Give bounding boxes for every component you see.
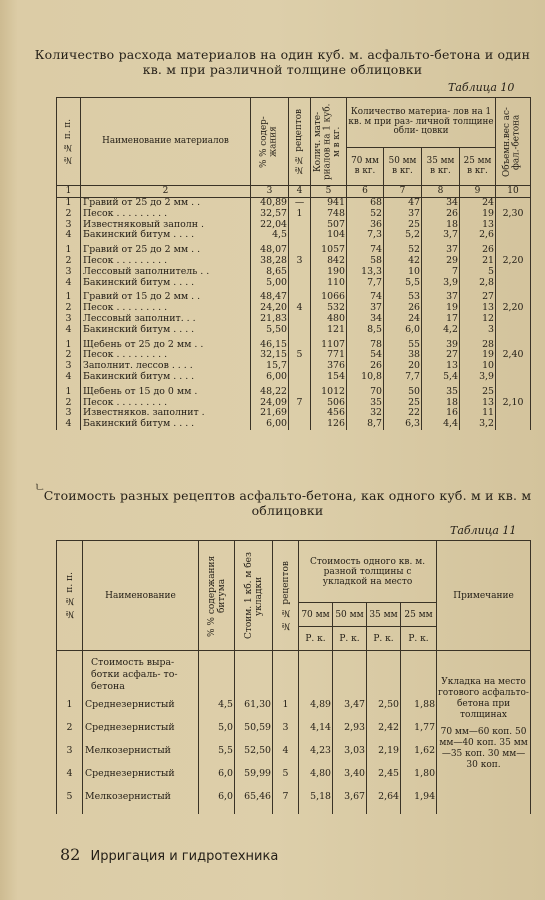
table10-title-line2: кв. м при различной толщине облицовки [142, 62, 423, 77]
table11-c50-cell: 3,67 [344, 791, 365, 802]
table10-c25-cell: 19 [482, 349, 494, 361]
table10-c70-cell: 58 [370, 254, 382, 266]
table10-no-cell: 4 [65, 370, 72, 382]
table10-pct-cell: 48,47 [260, 292, 287, 303]
table10-qty-cell: 121 [327, 323, 345, 335]
table11-name-cell: Среднезернистый [85, 699, 175, 710]
table10-no-cell: 1 [65, 386, 72, 397]
table10-qty-cell: 480 [327, 312, 345, 324]
table10-c70-cell: 7,7 [367, 276, 382, 288]
margin-mark-icon: ㄴ [34, 480, 46, 494]
table10-body [57, 198, 531, 430]
table10-group [57, 292, 531, 335]
table10-c25-cell: 5 [488, 265, 494, 277]
table10-c25-cell: 3,2 [479, 418, 494, 430]
table11-no-cell: 5 [66, 791, 73, 802]
table10-c35-cell: 19 [446, 302, 458, 314]
table11-c50-cell: 3,03 [344, 745, 365, 756]
table10-recipe-number: 5 [296, 349, 303, 361]
table10-recipe-number: 7 [296, 396, 303, 408]
table10-volume-weight: 2,20 [502, 254, 524, 266]
table11-c35-cell: 2,45 [378, 768, 399, 779]
table11-cost-cell: 65,46 [244, 791, 271, 802]
table11-c35-cell: 2,19 [378, 745, 399, 756]
table11-body [57, 651, 531, 815]
table10-header-volume: Объемн.вес ас- фал.-бетона [496, 98, 531, 186]
table10-recipe-number: 4 [296, 302, 303, 314]
table10-c50-cell: 47 [408, 197, 420, 208]
table11-name-cell: Среднезернистый [85, 768, 175, 779]
table11-header-35: 35 мм [367, 603, 401, 627]
table10-c50-cell: 20 [408, 360, 420, 372]
table10-c50-cell: 24 [408, 312, 420, 324]
page-number: 82 [60, 845, 81, 864]
table10-no-cell: 2 [65, 396, 72, 408]
table10-pct-cell: 32,57 [260, 207, 287, 219]
table10-header-70: 70 мм в кг. [347, 148, 384, 186]
table10-c35-cell: 3,7 [443, 229, 458, 241]
table10-c50-cell: 6,3 [405, 418, 420, 430]
table10-c35-cell: 37 [446, 245, 458, 256]
table10-c70-cell: 8,5 [367, 323, 382, 335]
table10-no-cell: 4 [65, 229, 72, 241]
table10-c50-cell: 5,5 [405, 276, 420, 288]
table10-c50-cell: 6,0 [405, 323, 420, 335]
table10-names-cell: Песок . . . . . . . . . [83, 254, 168, 266]
table10-recipe-number: 3 [296, 254, 303, 266]
table10-names-cell: Известняков. заполнит . [83, 407, 205, 419]
table10-header-group: Количество материа- лов на 1 кв. м при раз- личной толщине обли- цовки [347, 98, 496, 148]
table10-names-cell: Песок . . . . . . . . . [83, 302, 168, 314]
table10-c35-cell: 18 [446, 396, 458, 408]
table11-title-line2: облицовки [251, 503, 324, 518]
table10-qty-cell: 507 [327, 218, 345, 230]
table11-rec-cell: 5 [282, 768, 289, 779]
table10-pct-cell: 48,07 [260, 245, 287, 256]
table10-c35-cell: 27 [446, 349, 458, 361]
table11-header-name: Наименование [83, 541, 199, 651]
table10-c35-cell: 29 [446, 254, 458, 266]
table10-qty-cell: 1066 [321, 292, 345, 303]
table11-cost-cell: 50,59 [244, 722, 271, 733]
table10-qty-cell: 376 [327, 360, 345, 372]
table10-names-cell: Гравий от 25 до 2 мм . . [83, 245, 201, 256]
table11-c70-cell: 4,14 [310, 722, 331, 733]
table10-names-cell: Песок . . . . . . . . . [83, 207, 168, 219]
table10-pct-cell: 22,04 [260, 218, 287, 230]
table10-c25-cell: 3,9 [479, 370, 494, 382]
table11-note [437, 651, 531, 815]
table10-names-cell: Бакинский битум . . . . [83, 323, 195, 335]
table10-volume-weight: 2,30 [502, 207, 524, 219]
table11 [56, 540, 531, 814]
table10-header-qty: Колич. мате- риалов на 1 куб. м в кг. [311, 98, 347, 186]
table11-c70-cell: 4,80 [310, 768, 331, 779]
table10-c70-cell: 32 [370, 407, 382, 419]
table10-c50-cell: 42 [408, 254, 420, 266]
table11-header-25: 25 мм [401, 603, 437, 627]
table10-pct-cell: 8,65 [266, 265, 287, 277]
table10-c50-cell: 50 [408, 386, 420, 397]
table11-c50-cell: 3,40 [344, 768, 365, 779]
table10-c35-cell: 35 [446, 386, 458, 397]
table10-names-cell: Лессовый заполнит. . . [83, 312, 196, 324]
table11-no-cell: 3 [66, 745, 73, 756]
table10-c25-cell: 21 [482, 254, 494, 266]
table10-no-cell: 4 [65, 418, 72, 430]
table11-cost-cell: 61,30 [244, 699, 271, 710]
table10-c35-cell: 39 [446, 339, 458, 350]
table10-names-cell: Заполнит. лессов . . . . [83, 360, 193, 372]
table11-header-cost: Стоим. 1 кб. м без укладки [235, 541, 273, 651]
table10-pct-cell: 6,00 [266, 418, 287, 430]
table10-c70-cell: 37 [370, 302, 382, 314]
table11-pct-cell: 6,0 [218, 768, 233, 779]
table10-c25-cell: 24 [482, 197, 494, 208]
table10-pct-cell: 15,7 [266, 360, 287, 372]
table10-pct-cell: 38,28 [260, 254, 287, 266]
table10-volume-weight: 2,20 [502, 302, 524, 314]
table10-names-cell: Бакинский битум . . . . [83, 418, 195, 430]
table10-c70-cell: 68 [370, 197, 382, 208]
table10-c25-cell: 13 [482, 302, 494, 314]
table10-c35-cell: 5,4 [443, 370, 458, 382]
table10-c50-cell: 52 [408, 245, 420, 256]
table10-qty-cell: 104 [327, 229, 345, 241]
table10-pct-cell: 21,69 [260, 407, 287, 419]
table10-c70-cell: 10,8 [361, 370, 382, 382]
table10-names-cell: Известняковый заполн . [83, 218, 204, 230]
table10-qty-cell: 1012 [321, 386, 345, 397]
table10-c25-cell: 19 [482, 207, 494, 219]
table10-no-cell: 2 [65, 349, 72, 361]
table10-c70-cell: 54 [370, 349, 382, 361]
journal-name: Ирригация и гидротехника [90, 849, 279, 864]
table10-c35-cell: 34 [446, 197, 458, 208]
table11-no-cell: 4 [66, 768, 73, 779]
table10-pct-cell: 24,09 [260, 396, 287, 408]
table11-header-50: 50 мм [333, 603, 367, 627]
table10-c25-cell: 12 [482, 312, 494, 324]
table10-names-cell: Гравий от 25 до 2 мм . . [83, 197, 201, 208]
table11-unit-25: Р. к. [401, 627, 437, 651]
table11-c25-cell: 1,62 [414, 745, 436, 756]
table10-names-cell: Песок . . . . . . . . . [83, 349, 168, 361]
table10-c50-cell: 55 [408, 339, 420, 350]
table11-title-line1: Стоимость разных рецептов асфальто-бетона, как одного куб. м и кв. м [43, 488, 532, 503]
table10-pct-cell: 5,00 [266, 276, 287, 288]
table11-c70-cell: 4,89 [310, 699, 331, 710]
table10-title [30, 47, 535, 77]
table10-names-cell: Бакинский битум . . . . [83, 370, 195, 382]
table10-volume-weight: 2,10 [502, 396, 524, 408]
table10-names-cell: Бакинский битум . . . . [83, 229, 195, 241]
table10-c70-cell: 52 [370, 207, 382, 219]
table10-c25-cell: 2,8 [479, 276, 494, 288]
table10-names-cell: Лессовый заполнитель . . [83, 265, 210, 277]
table10-header-35: 35 мм в кг. [422, 148, 460, 186]
table10-pct-cell: 21,83 [260, 312, 287, 324]
table10-c25-cell: 3 [488, 323, 494, 335]
table11-rec-cell: 1 [282, 699, 289, 710]
table10-qty-cell: 506 [327, 396, 345, 408]
table11-name-cell: Мелкозернистый [85, 745, 171, 756]
table11-cost-cell: 52,50 [244, 745, 271, 756]
table10-names-cell: Щебень от 15 до 0 мм . [83, 386, 198, 397]
table10-no-cell: 2 [65, 207, 72, 219]
table10-no-cell: 2 [65, 254, 72, 266]
table10-c70-cell: 34 [370, 312, 382, 324]
table10-c50-cell: 53 [408, 292, 420, 303]
table10-pct-cell: 4,5 [272, 229, 287, 241]
table10-c50-cell: 26 [408, 302, 420, 314]
table10-group [57, 198, 531, 242]
table10-pct-cell: 40,89 [260, 197, 287, 208]
table10-qty-cell: 190 [327, 265, 345, 277]
table10-header-50: 50 мм в кг. [384, 148, 422, 186]
table10-recipe-dash: — [294, 197, 305, 208]
table10-no-cell: 3 [65, 312, 72, 324]
table10-qty-cell: 1057 [321, 245, 345, 256]
table10-c50-cell: 10 [408, 265, 420, 277]
table11-c25-cell: 1,88 [414, 699, 436, 710]
table10-group [57, 245, 531, 288]
table11-name-cell: Мелкозернистый [85, 791, 171, 802]
table10-pct-cell: 6,00 [266, 370, 287, 382]
table10-c70-cell: 74 [370, 245, 382, 256]
table10 [56, 97, 531, 430]
table11-header-pct: % % содержания битума [199, 541, 235, 651]
table10-group [57, 387, 531, 430]
table10-pct-cell: 48,22 [260, 386, 287, 397]
table10-c35-cell: 16 [446, 407, 458, 419]
table10-names-cell: Песок . . . . . . . . . [83, 396, 168, 408]
table10-c25-cell: 2,6 [479, 229, 494, 241]
table10-c35-cell: 4,2 [443, 323, 458, 335]
table11-note-text2: 70 мм—60 коп. 50 мм—40 коп. 35 мм—35 коп. 30 мм—30 коп. [439, 727, 528, 770]
table11-no-cell: 2 [66, 722, 73, 733]
table11-label: Таблица 11 [450, 524, 517, 537]
table11-c25-cell: 1,80 [414, 768, 436, 779]
table10-header-no: № № п. п. [57, 98, 81, 186]
table10-names-cell: Гравий от 15 до 2 мм . . [83, 292, 201, 303]
table11-c70-cell: 4,23 [310, 745, 331, 756]
table10-c25-cell: 10 [482, 360, 494, 372]
table10-c50-cell: 38 [408, 349, 420, 361]
table11-rec-cell: 4 [282, 745, 289, 756]
table10-c70-cell: 7,3 [367, 229, 382, 241]
table10-c25-cell: 25 [482, 386, 494, 397]
table11-c50-cell: 3,47 [344, 699, 365, 710]
table10-c35-cell: 18 [446, 218, 458, 230]
table10-c25-cell: 28 [482, 339, 494, 350]
table10-qty-cell: 748 [327, 207, 345, 219]
table10-c25-cell: 11 [482, 407, 494, 419]
table10-recipe-number: 1 [296, 207, 303, 219]
table10-c25-cell: 26 [482, 245, 494, 256]
table11-pct-cell: 4,5 [218, 699, 233, 710]
table11-header-group: Стоимость одного кв. м. разной толщины с укладкой на место [299, 541, 437, 603]
table11-unit-70: Р. к. [299, 627, 333, 651]
table10-c50-cell: 25 [408, 396, 420, 408]
table10-c70-cell: 26 [370, 360, 382, 372]
table10-qty-cell: 941 [327, 197, 345, 208]
table10-c35-cell: 37 [446, 292, 458, 303]
table10-c50-cell: 7,7 [405, 370, 420, 382]
table11-pct-cell: 6,0 [218, 791, 233, 802]
table10-no-cell: 1 [65, 197, 72, 208]
table10-names-cell: Бакинский битум . . . . [83, 276, 195, 288]
table10-no-cell: 1 [65, 339, 72, 350]
table10-no-cell: 3 [65, 265, 72, 277]
table10-no-cell: 4 [65, 323, 72, 335]
table11-c70-cell: 5,18 [310, 791, 331, 802]
table10-no-cell: 3 [65, 218, 72, 230]
table10-c70-cell: 70 [370, 386, 382, 397]
table10-c35-cell: 17 [446, 312, 458, 324]
table10-title-line1: Количество расхода материалов на один куб. м. асфальто-бетона и один [34, 47, 531, 62]
table11-rec-cell: 7 [282, 791, 289, 802]
table10-no-cell: 3 [65, 360, 72, 372]
table10-pct-cell: 32,15 [260, 349, 287, 361]
table11-unit-35: Р. к. [367, 627, 401, 651]
table10-c35-cell: 26 [446, 207, 458, 219]
table10-volume-weight: 2,40 [502, 349, 524, 361]
table11-c25-cell: 1,94 [414, 791, 436, 802]
table10-qty-cell: 456 [327, 407, 345, 419]
table10-no-cell: 3 [65, 407, 72, 419]
table10-group [57, 340, 531, 383]
table11-pct-cell: 5,0 [218, 722, 233, 733]
table10-c70-cell: 78 [370, 339, 382, 350]
table10-c35-cell: 3,9 [443, 276, 458, 288]
table11-c35-cell: 2,42 [378, 722, 399, 733]
table10-qty-cell: 532 [327, 302, 345, 314]
table11-c35-cell: 2,64 [378, 791, 399, 802]
table10-pct-cell: 46,15 [260, 339, 287, 350]
table11-c25-cell: 1,77 [414, 722, 436, 733]
table10-header-recipe: №№ рецептов [289, 98, 311, 186]
table10-c25-cell: 13 [482, 218, 494, 230]
table10-pct-cell: 5,50 [266, 323, 287, 335]
table10-no-cell: 4 [65, 276, 72, 288]
table10-c50-cell: 25 [408, 218, 420, 230]
table10-c70-cell: 74 [370, 292, 382, 303]
table10-header-name: Наименование материалов [81, 98, 251, 186]
table10-c70-cell: 8,7 [367, 418, 382, 430]
table11-c50-cell: 2,93 [344, 722, 365, 733]
table10-c70-cell: 13,3 [361, 265, 382, 277]
table10-c50-cell: 5,2 [405, 229, 420, 241]
table10-c70-cell: 36 [370, 218, 382, 230]
table10-column-numbers: 1 2 3 4 5 6 7 8 9 10 [57, 186, 531, 198]
table10-label: Таблица 10 [448, 81, 515, 94]
table10-qty-cell: 110 [327, 276, 345, 288]
table10-c50-cell: 37 [408, 207, 420, 219]
table10-qty-cell: 1107 [321, 339, 345, 350]
table10-no-cell: 2 [65, 302, 72, 314]
table10-no-cell: 1 [65, 245, 72, 256]
table11-header-recipe: № № рецептов [273, 541, 299, 651]
table10-c35-cell: 7 [452, 265, 458, 277]
page-footer [60, 845, 278, 864]
table11-pct-cell: 5,5 [218, 745, 233, 756]
table10-qty-cell: 126 [327, 418, 345, 430]
table10-no-cell: 1 [65, 292, 72, 303]
table11-title [40, 488, 535, 518]
table10-qty-cell: 154 [327, 370, 345, 382]
table10-c35-cell: 4,4 [443, 418, 458, 430]
table11-subheading: Стоимость выра- ботки асфаль- то-бетона [83, 651, 199, 694]
table11-no-cell: 1 [66, 699, 73, 710]
table11-header-note: Примечание [437, 541, 531, 651]
table11-unit-50: Р. к. [333, 627, 367, 651]
table10-header-25: 25 мм в кг. [460, 148, 496, 186]
table10-pct-cell: 24,20 [260, 302, 287, 314]
table11-header-no: № № п. п. [57, 541, 83, 651]
table11-name-cell: Среднезернистый [85, 722, 175, 733]
table10-names-cell: Щебень от 25 до 2 мм . . [83, 339, 204, 350]
table10-c25-cell: 13 [482, 396, 494, 408]
table11-c35-cell: 2,50 [378, 699, 399, 710]
table10-qty-cell: 842 [327, 254, 345, 266]
table10-c35-cell: 13 [446, 360, 458, 372]
table11-rec-cell: 3 [282, 722, 289, 733]
table11-cost-cell: 59,99 [244, 768, 271, 779]
table11-header-70: 70 мм [299, 603, 333, 627]
table10-c25-cell: 27 [482, 292, 494, 303]
table10-c70-cell: 35 [370, 396, 382, 408]
table10-c50-cell: 22 [408, 407, 420, 419]
table10-header-pct: % % содер- жания [251, 98, 289, 186]
table10-qty-cell: 771 [327, 349, 345, 361]
table11-note-text1: Укладка на место готового асфальто-бетона при толщинах [438, 677, 529, 720]
